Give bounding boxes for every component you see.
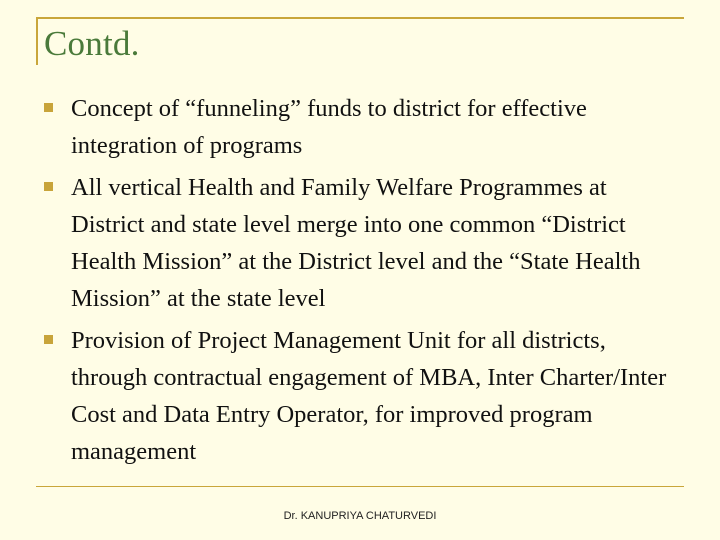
bullet-list <box>44 90 684 475</box>
square-bullet-icon <box>44 335 53 344</box>
square-bullet-icon <box>44 103 53 112</box>
bullet-text: All vertical Health and Family Welfare Programmes at District and state level merge into one common “District Health Mission” at the District level and the “State Health Mission” at the state level <box>71 174 641 312</box>
bullet-text: Concept of “funneling” funds to district for effective integration of programs <box>71 95 587 159</box>
title-accent-line <box>36 17 38 65</box>
slide-title: Contd. <box>44 24 140 63</box>
bullet-item <box>44 322 684 470</box>
top-divider <box>36 17 684 19</box>
footer-author: Dr. KANUPRIYA CHATURVEDI <box>283 510 437 522</box>
bullet-item <box>44 169 684 317</box>
bullet-item <box>44 90 684 164</box>
square-bullet-icon <box>44 182 53 191</box>
bullet-text: Provision of Project Management Unit for all districts, through contractual engagement of MBA, Inter Charter/Inter Cost and Data Entry Operator, for improved program management <box>71 327 667 465</box>
bottom-divider <box>36 486 684 487</box>
